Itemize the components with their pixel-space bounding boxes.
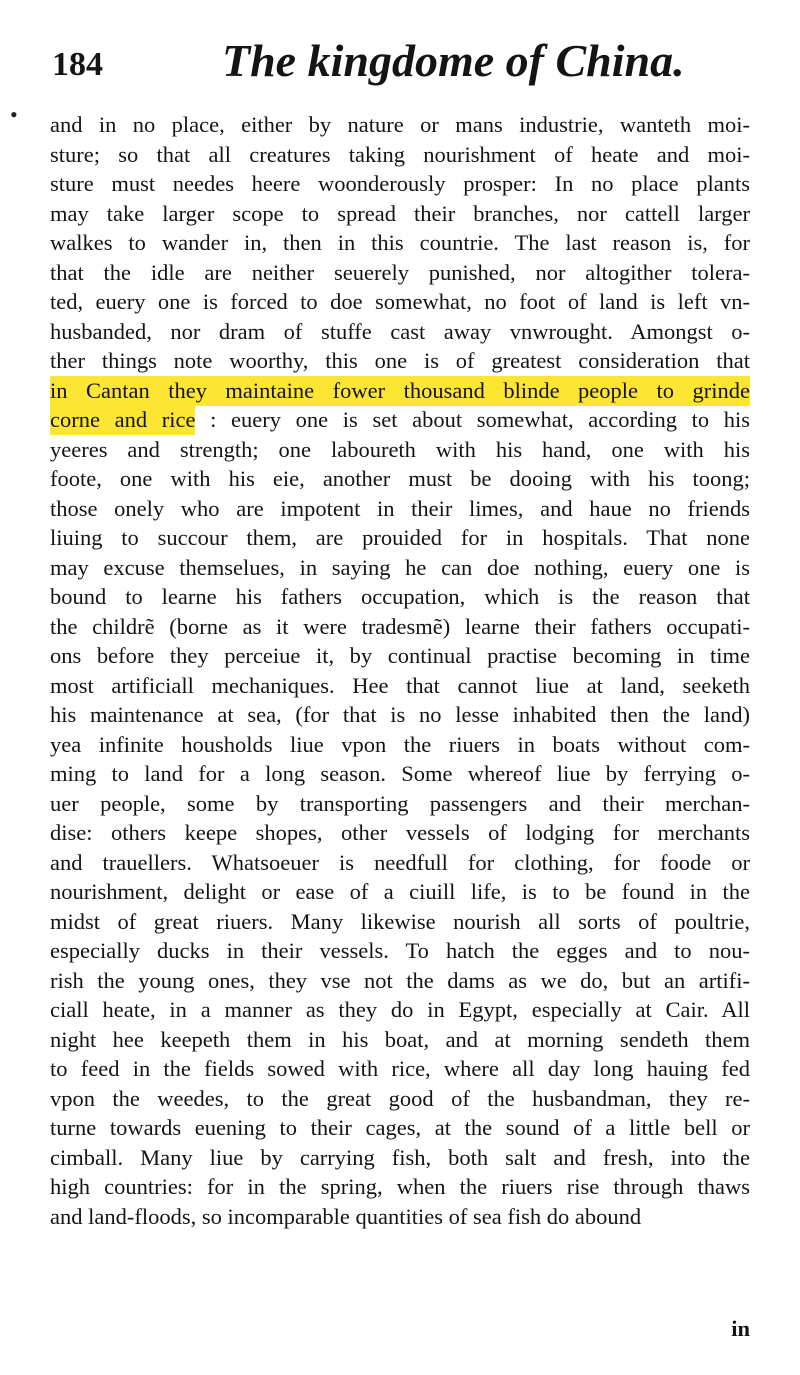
highlighted-text: in Cantan they maintaine fower thousand blinde people to grinde [50, 376, 750, 406]
text-line: those onely who are impotent in their limes, and haue no friends [50, 495, 750, 521]
text-line: ons before they perceiue it, by continual practise becoming in time [50, 643, 750, 668]
text-line: yeeres and strength; one laboureth with his hand, one with his [50, 436, 750, 462]
page-number: 184 [52, 46, 103, 83]
text-line: high countries: for in the spring, when the riuers rise through thaws [50, 1174, 750, 1199]
text-line: and trauellers. Whatsoeuer is needfull for clothing, for foode or [50, 849, 750, 875]
text-line: ther things note woorthy, this one is of greatest consideration that [50, 348, 750, 373]
text-line [50, 376, 750, 406]
text-line: that the idle are neither seuerely punished, nor altogither tolera- [50, 259, 750, 285]
text-line: ciall heate, in a manner as they do in Egypt, especially at Cair. All [50, 997, 750, 1022]
text-line: midst of great riuers. Many likewise nourish all sorts of poultrie, [50, 908, 750, 934]
text-line: night hee keepeth them in his boat, and at morning sendeth them [50, 1026, 750, 1052]
line-remainder: : euery one is set about somewhat, according to his [195, 407, 751, 432]
text-line: may excuse themselues, in saying he can doe nothing, euery one is [50, 554, 750, 580]
text-line: most artificiall mechaniques. Hee that cannot liue at land, seeketh [50, 672, 750, 698]
text-line: uer people, some by transporting passengers and their merchan- [50, 790, 750, 816]
text-line: yea infinite housholds liue vpon the riuers in boats without com- [50, 731, 750, 757]
text-line: ted, euery one is forced to doe somewhat, no foot of land is left vn- [50, 289, 750, 314]
highlighted-text: corne and rice [50, 405, 195, 435]
text-line: husbanded, nor dram of stuffe cast away vnwrought. Amongst o- [50, 318, 750, 344]
body-text [50, 110, 750, 1231]
text-line: to feed in the fields sowed with rice, where all day long hauing fed [50, 1056, 750, 1081]
text-line: sture; so that all creatures taking nourishment of heate and moi- [50, 141, 750, 167]
text-line: may take larger scope to spread their branches, nor cattell larger [50, 200, 750, 226]
text-line: his maintenance at sea, (for that is no lesse inhabited then the land) [50, 702, 750, 727]
text-line: walkes to wander in, then in this countrie. The last reason is, for [50, 230, 750, 255]
page-header [52, 34, 752, 104]
text-line: especially ducks in their vessels. To hatch the egges and to nou- [50, 938, 750, 963]
text-line: dise: others keepe shopes, other vessels of lodging for merchants [50, 820, 750, 845]
text-line: foote, one with his eie, another must be dooing with his toong; [50, 466, 750, 491]
text-line: liuing to succour them, are prouided for in hospitals. That none [50, 525, 750, 550]
text-line: turne towards euening to their cages, at the sound of a little bell or [50, 1115, 750, 1140]
running-title: The kingdome of China. [222, 35, 685, 86]
text-line: rish the young ones, they vse not the dams as we do, but an artifi- [50, 967, 750, 993]
text-line: the childrẽ (borne as it were tradesmẽ) learne their fathers occupati- [50, 613, 750, 639]
catchword: in [731, 1316, 750, 1341]
text-line [50, 405, 750, 435]
text-line: cimball. Many liue by carrying fish, both salt and fresh, into the [50, 1144, 750, 1170]
text-line: and land-floods, so incomparable quantities of sea fish do abound [50, 1203, 642, 1229]
text-line: ming to land for a long season. Some whereof liue by ferrying o- [50, 761, 750, 786]
margin-mark: • [10, 102, 18, 127]
text-line: sture must needes heere woonderously prosper: In no place plants [50, 171, 750, 196]
text-line: bound to learne his fathers occupation, which is the reason that [50, 584, 750, 609]
text-line: nourishment, delight or ease of a ciuill life, is to be found in the [50, 879, 750, 904]
text-line: and in no place, either by nature or mans industrie, wanteth moi- [50, 112, 750, 137]
text-line: vpon the weedes, to the great good of the husbandman, they re- [50, 1085, 750, 1111]
